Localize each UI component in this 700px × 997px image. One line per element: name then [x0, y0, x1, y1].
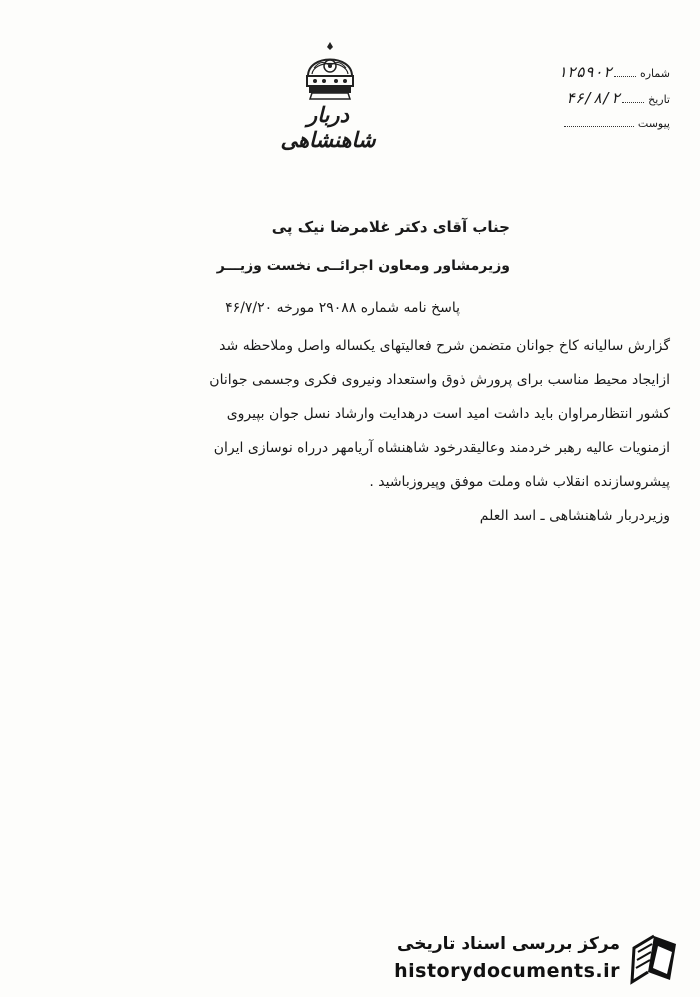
date-row: [520, 86, 670, 112]
body-line: ازمنویات عالیه رهبر خردمند وعالیقدرخود شاهنشاه آریامهر درراه نوسازی ایران: [213, 440, 670, 456]
attachment-label: پیوست: [637, 117, 670, 130]
attachment-row: [520, 112, 670, 136]
addressee-role: وزیرمشاور ومعاون اجرائــی نخست وزیـــر: [216, 258, 510, 274]
number-value: ۱۲۵۹۰۲: [557, 63, 612, 81]
body-line: کشور انتظارمراوان باید داشت امید است درهدایت وارشاد نسل جوان بپیروی: [226, 406, 670, 422]
number-dots: [614, 66, 636, 77]
pahlavi-crown-icon: [300, 40, 360, 102]
date-dots: [622, 92, 644, 103]
body-line: ازایجاد محیط مناسب برای پرورش ذوق واستعداد ونیروی فکری وجسمی جوانان: [209, 372, 670, 388]
number-label: شماره: [639, 67, 670, 80]
body-line: پیشروسازنده انقلاب شاه وملت موفق وپیروزباشید .: [369, 474, 670, 490]
watermark-title: مرکز بررسی اسناد تاریخی: [397, 934, 620, 954]
watermark-url: historydocuments.ir: [394, 960, 620, 982]
body-line: گزارش سالیانه کاخ جوانان متضمن شرح فعالیتهای یکساله واصل وملاحظه شد: [219, 338, 670, 354]
court-name: دربار شاهنشاهی: [280, 102, 376, 152]
addressee: جناب آقای دکتر غلامرضا نیک پی: [271, 218, 510, 236]
number-row: [520, 60, 670, 86]
date-label: تاریخ: [648, 93, 670, 106]
archive-watermark: [382, 930, 682, 990]
attachment-dots: [564, 116, 634, 127]
document-meta: [520, 60, 670, 136]
book-icon: [626, 930, 682, 986]
reference-line: پاسخ نامه شماره ۲۹۰۸۸ مورخه ۴۶/۷/۲۰: [225, 300, 460, 316]
date-value: ۴۶/۸/۲: [565, 89, 621, 107]
signature: وزیردربار شاهنشاهی ـ اسد العلم: [479, 508, 670, 524]
